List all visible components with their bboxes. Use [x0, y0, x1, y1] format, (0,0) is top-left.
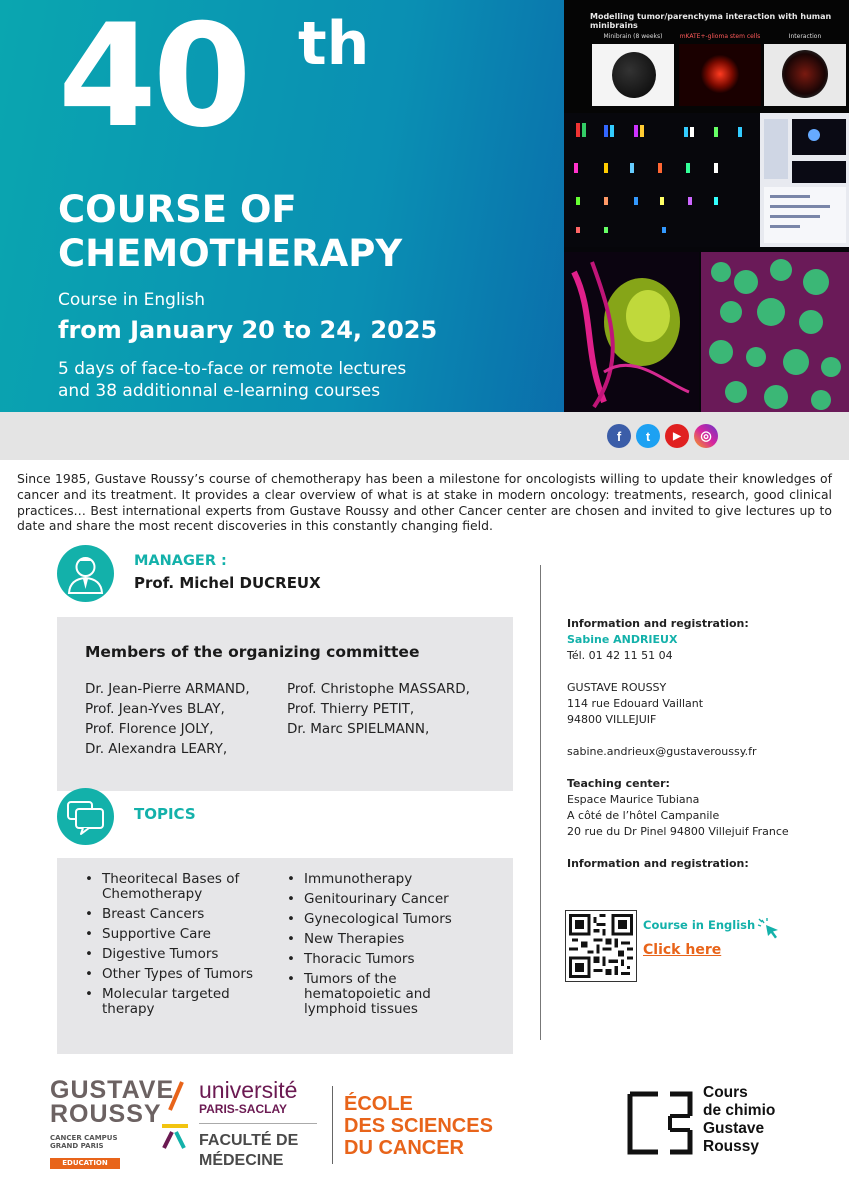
committee-box: [57, 617, 513, 791]
cursor-click-icon: [756, 916, 782, 946]
registration-label-2: [567, 856, 837, 872]
intro-paragraph: Since 1985, Gustave Roussy’s course of chemotherapy has been a milestone for oncologists willing to update their knowledges of cancer and its treatment. It provides a clear overview of what is at stake in modern oncology: treatments, research, good clinical practices… Best international experts from Gustave Roussy and other Cancer center are chosen and invited to give lectures up to date and share the most recent discoveries in this constantly changing field.: [17, 471, 832, 534]
topic-item: • Tumors of the hematopoietic and lymphoid tissues: [287, 972, 477, 1017]
topic-item: • Immunotherapy: [287, 872, 477, 887]
topics-label: TOPICS: [134, 805, 196, 823]
edition-suffix: th: [298, 9, 370, 79]
cours-line3: Gustave: [703, 1120, 765, 1137]
ecole-line1: ÉCOLE: [344, 1093, 413, 1115]
topic-item: • Genitourinary Cancer: [287, 892, 477, 907]
tissue-section-image: [701, 252, 849, 412]
committee-column-1: [85, 679, 250, 759]
course-description-line1: 5 days of face-to-face or remote lectures: [58, 359, 407, 379]
topics-box: [57, 858, 513, 1054]
footer-divider: [332, 1086, 333, 1164]
cours-bracket-icon: [624, 1086, 696, 1158]
course-dates: from January 20 to 24, 2025: [58, 316, 438, 344]
edition-number: 40: [58, 0, 248, 159]
campus-line2: GRAND PARIS: [50, 1142, 104, 1150]
topics-column-1: [85, 872, 265, 1022]
cours-line4: Roussy: [703, 1138, 759, 1155]
universite-paris-saclay-logo: [199, 1078, 324, 1173]
instagram-icon[interactable]: ◎: [694, 424, 718, 448]
click-here-link[interactable]: Click here: [643, 942, 722, 958]
ups-wordmark: université: [199, 1077, 298, 1103]
teaching-center-line: Espace Maurice Tubiana: [567, 793, 700, 806]
registration-block: [567, 616, 837, 664]
topic-item: • New Therapies: [287, 932, 477, 947]
ups-subtitle: PARIS-SACLAY: [199, 1102, 288, 1116]
topic-item: • Thoracic Tumors: [287, 952, 477, 967]
faculte-medecine: [199, 1131, 298, 1171]
committee-column-2: [287, 679, 470, 739]
ecole-line3: DU CANCER: [344, 1137, 464, 1159]
contact-name: Sabine ANDRIEUX: [567, 633, 678, 646]
social-band: [0, 412, 849, 460]
campus-line1: CANCER CAMPUS: [50, 1134, 118, 1142]
cours-line1: Cours: [703, 1084, 748, 1101]
committee-member: Dr. Jean-Pierre ARMAND,: [85, 681, 250, 697]
topic-item: • Molecular targeted therapy: [85, 987, 265, 1017]
course-title-line2: CHEMOTHERAPY: [58, 232, 403, 275]
gustave-roussy-logo: [50, 1078, 190, 1173]
gustave-roussy-line2: ROUSSY: [50, 1100, 162, 1128]
address-org: GUSTAVE ROUSSY: [567, 681, 667, 694]
gustave-roussy-wordmark: [50, 1078, 174, 1126]
teaching-center-label: Teaching center:: [567, 777, 670, 790]
registration-label: Information and registration:: [567, 617, 749, 630]
topic-item: • Breast Cancers: [85, 907, 265, 922]
registration-qr-code[interactable]: [565, 910, 637, 982]
topic-item: • Gynecological Tumors: [287, 912, 477, 927]
committee-member: Prof. Thierry PETIT,: [287, 701, 415, 717]
faculte-line2: MÉDECINE: [199, 1152, 284, 1169]
registration-label-2-text: Information and registration:: [567, 857, 749, 870]
glioma-label: mKATE+-glioma stem cells: [679, 33, 761, 40]
manager-avatar-icon: [57, 545, 114, 602]
topic-item: • Digestive Tumors: [85, 947, 265, 962]
ecole-line2: DES SCIENCES: [344, 1115, 493, 1137]
gustave-roussy-campus: [50, 1134, 118, 1150]
committee-member: Prof. Jean-Yves BLAY,: [85, 701, 225, 717]
contact-phone: Tél. 01 42 11 51 04: [567, 649, 673, 662]
topic-item: • Supportive Care: [85, 927, 265, 942]
topics-chat-icon: [57, 788, 114, 845]
course-description-line2: and 38 additionnal e-learning courses: [58, 381, 381, 401]
interaction-image: [764, 33, 846, 106]
teaching-center-line: 20 rue du Dr Pinel 94800 Villejuif France: [567, 825, 789, 838]
faculte-line1: FACULTÉ DE: [199, 1132, 299, 1149]
course-language: Course in English: [58, 290, 206, 310]
course-english-label: Course in English: [643, 918, 756, 932]
ecole-sciences-cancer-logo: [344, 1093, 493, 1159]
committee-title: Members of the organizing committee: [85, 643, 420, 661]
teaching-center-line: A côté de l’hôtel Campanile: [567, 809, 720, 822]
minibrain-label: Minibrain (8 weeks): [603, 33, 663, 40]
topic-item: • Other Types of Tumors: [85, 967, 265, 982]
teaching-center-block: [567, 776, 837, 840]
email-link[interactable]: sabine.andrieux@gustaveroussy.fr: [567, 745, 757, 758]
hero-banner: [0, 0, 849, 412]
microscopy-collage: [564, 0, 849, 412]
topics-column-2: [287, 872, 477, 1022]
course-description: [58, 358, 558, 402]
ups-divider: [199, 1123, 317, 1124]
cours-line2: de chimio: [703, 1102, 776, 1119]
facebook-icon[interactable]: f: [607, 424, 631, 448]
manager-name: Prof. Michel DUCREUX: [134, 574, 321, 592]
twitter-icon[interactable]: t: [636, 424, 660, 448]
minibrain-panel-title: Modelling tumor/parenchyma interaction with human minibrains: [590, 12, 832, 30]
manager-label: MANAGER :: [134, 553, 227, 569]
cours-de-chimio-text: [703, 1084, 775, 1156]
cours-de-chimio-logo: [619, 1076, 789, 1170]
address-street: 114 rue Edouard Vaillant: [567, 697, 704, 710]
minibrain-image: [592, 33, 674, 106]
committee-member: Prof. Christophe MASSARD,: [287, 681, 470, 697]
topic-item: • Theoritecal Bases of Chemotherapy: [85, 872, 265, 902]
minibrain-panel: [564, 0, 849, 113]
social-links: [607, 424, 718, 448]
course-title-line1: COURSE OF: [58, 188, 297, 231]
education-badge: EDUCATION: [50, 1158, 120, 1169]
committee-member: Prof. Florence JOLY,: [85, 721, 214, 737]
interaction-label: Interaction: [788, 33, 822, 40]
fluorescence-tumor-image: [564, 252, 699, 412]
course-title: [58, 188, 402, 276]
chromosome-karyotype-image: [564, 113, 849, 247]
column-divider: [540, 565, 541, 1040]
address-block: [567, 680, 837, 728]
glioma-image: [679, 33, 761, 106]
committee-member: Dr. Alexandra LEARY,: [85, 741, 228, 757]
youtube-icon[interactable]: ▶: [665, 424, 689, 448]
committee-member: Dr. Marc SPIELMANN,: [287, 721, 430, 737]
address-city: 94800 VILLEJUIF: [567, 713, 657, 726]
gustave-roussy-line1: GUSTAVE: [50, 1076, 175, 1104]
